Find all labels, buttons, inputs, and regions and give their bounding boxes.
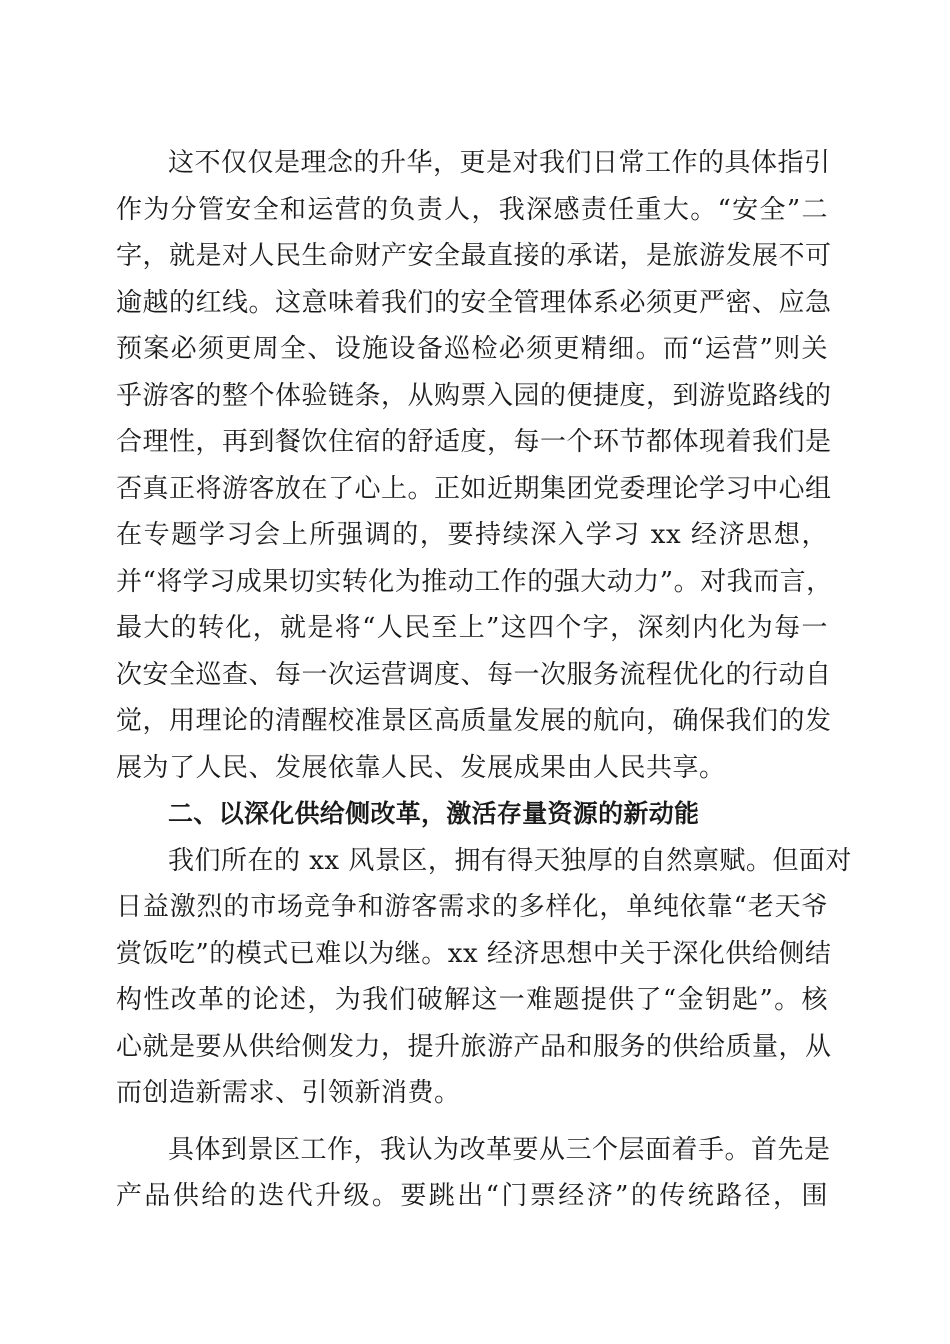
text-line: 次安全巡查、每一次运营调度、每一次服务流程优化的行动自 (116, 659, 832, 690)
text-line: 日益激烈的市场竞争和游客需求的多样化，单纯依靠“老天爷 (116, 892, 828, 922)
section-heading: 二、以深化供给侧改革，激活存量资源的新动能 (168, 799, 700, 828)
paragraph-1 (116, 140, 833, 791)
text-line: 预案必须更周全、设施设备巡检必须更精细。而“运营”则关 (116, 334, 828, 364)
text-line: 逾越的红线。这意味着我们的安全管理体系必须更严密、应急 (116, 287, 832, 318)
text-line: 赏饭吃”的模式已难以为继。xx 经济思想中关于深化供给侧结 (116, 938, 832, 969)
text-line: 乎游客的整个体验链条，从购票入园的便捷度，到游览路线的 (116, 380, 832, 411)
text-line: 产品供给的迭代升级。要跳出“门票经济”的传统路径，围 (116, 1181, 828, 1211)
paragraph-spacer (116, 1117, 828, 1127)
text-line: 并“将学习成果切实转化为推动工作的强大动力”。对我而言， (116, 566, 833, 597)
text-line: 展为了人民、发展依靠人民、发展成果由人民共享。 (116, 752, 726, 783)
text-line: 否真正将游客放在了心上。正如近期集团党委理论学习中心组 (116, 473, 832, 504)
text-line: 具体到景区工作，我认为改革要从三个层面着手。首先是 (168, 1134, 831, 1165)
text-line: 心就是要从供给侧发力，提升旅游产品和服务的供给质量，从 (116, 1031, 832, 1062)
document-page (116, 140, 852, 1220)
text-line: 最大的转化，就是将“人民至上”这四个字，深刻内化为每一 (116, 613, 828, 643)
text-line: 构性改革的论述，为我们破解这一难题提供了“金钥匙”。核 (116, 985, 828, 1015)
paragraph-2 (116, 838, 852, 1117)
text-line: 这不仅仅是理念的升华，更是对我们日常工作的具体指引 (168, 148, 831, 178)
text-line: 字，就是对人民生命财产安全最直接的承诺，是旅游发展不可 (116, 241, 832, 271)
text-line: 在专题学习会上所强调的，要持续深入学习 xx 经济思想， (116, 520, 828, 550)
text-line: 作为分管安全和运营的负责人，我深感责任重大。“安全”二 (116, 194, 828, 225)
text-line: 我们所在的 xx 风景区，拥有得天独厚的自然禀赋。但面对 (168, 845, 852, 876)
text-line: 而创造新需求、引领新消费。 (116, 1078, 461, 1108)
text-line: 觉，用理论的清醒校准景区高质量发展的航向，确保我们的发 (116, 706, 832, 736)
paragraph-3 (116, 1127, 831, 1220)
text-line: 合理性，再到餐饮住宿的舒适度，每一个环节都体现着我们是 (116, 427, 832, 457)
